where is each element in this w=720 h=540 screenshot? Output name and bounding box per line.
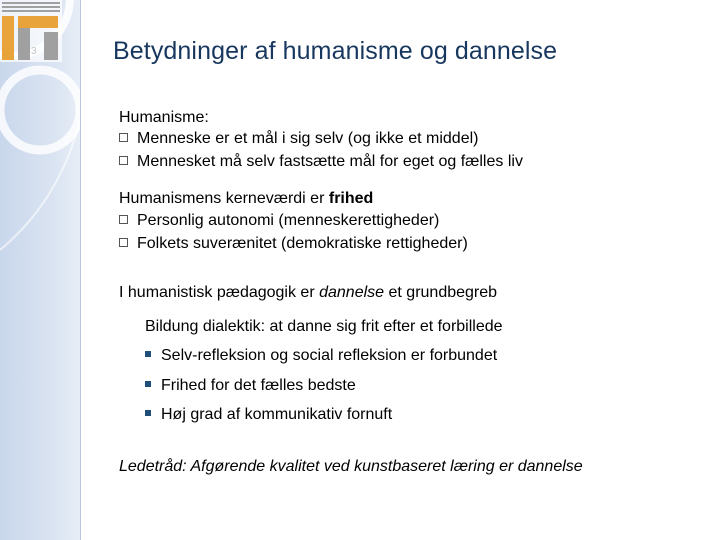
bildung-line: Bildung dialektik: at danne sig frit efter et forbillede bbox=[145, 318, 503, 335]
pedagogy-line: I humanistisk pædagogik er dannelse et grundbegreb bbox=[119, 284, 498, 301]
humanism-heading: Humanisme: bbox=[119, 109, 209, 126]
left-decorative-panel bbox=[0, 0, 81, 540]
checkbox-bullet-icon bbox=[119, 215, 128, 224]
checkbox-bullet-icon bbox=[119, 133, 128, 142]
list-item: Høj grad af kommunikativ fornuft bbox=[145, 405, 392, 425]
list-item: Selv-refleksion og social refleksion er forbundet bbox=[145, 346, 497, 366]
list-item: Frihed for det fælles bedste bbox=[145, 376, 356, 396]
core-value-line: Humanismens kerneværdi er frihed bbox=[119, 190, 374, 207]
square-bullet-icon bbox=[145, 410, 151, 416]
square-bullet-icon bbox=[145, 381, 151, 387]
square-bullet-icon bbox=[145, 351, 151, 357]
checkbox-bullet-icon bbox=[119, 238, 128, 247]
checkbox-bullet-icon bbox=[119, 156, 128, 165]
list-item: Mennesket må selv fastsætte mål for eget og fælles liv bbox=[119, 152, 523, 172]
list-item: Folkets suverænitet (demokratiske rettigheder) bbox=[119, 234, 468, 254]
list-item: Personlig autonomi (menneskerettigheder) bbox=[119, 211, 439, 231]
list-item: Menneske er et mål i sig selv (og ikke et middel) bbox=[119, 129, 478, 149]
decorative-arcs-icon bbox=[0, 0, 80, 540]
guideline-line: Ledetråd: Afgørende kvalitet ved kunstbaseret læring er dannelse bbox=[119, 458, 583, 475]
institution-logo-icon bbox=[0, 0, 62, 62]
slide-title: Betydninger af humanisme og dannelse bbox=[113, 37, 558, 65]
